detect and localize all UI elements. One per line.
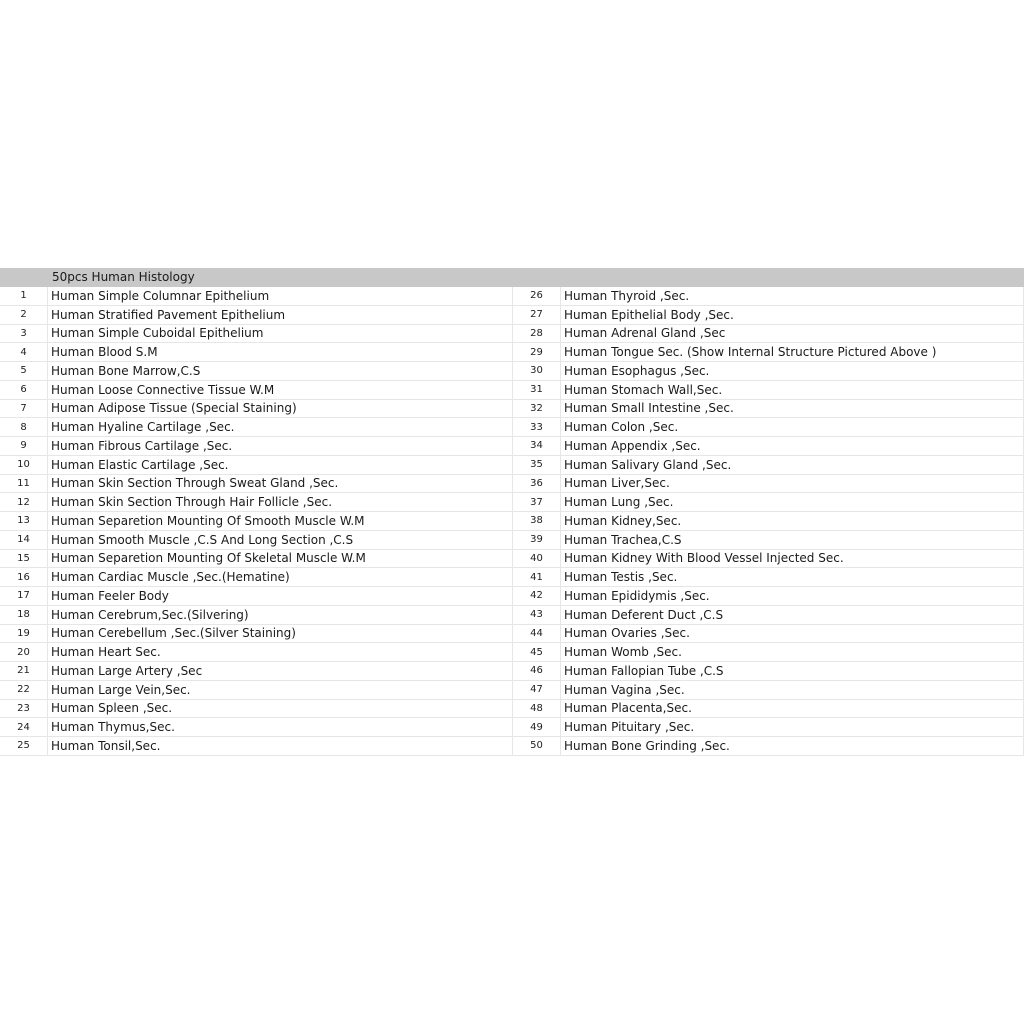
- right-number: 26: [513, 287, 561, 305]
- right-number: 30: [513, 362, 561, 380]
- left-number: 18: [0, 606, 48, 624]
- right-number: 33: [513, 418, 561, 436]
- right-specimen-name: Human Epithelial Body ,Sec.: [561, 306, 1024, 324]
- left-specimen-name: Human Tonsil,Sec.: [48, 737, 513, 755]
- left-specimen-name: Human Cerebellum ,Sec.(Silver Staining): [48, 625, 513, 643]
- right-specimen-name: Human Trachea,C.S: [561, 531, 1024, 549]
- table-row: [0, 512, 1024, 531]
- table-row: [0, 568, 1024, 587]
- right-specimen-name: Human Ovaries ,Sec.: [561, 625, 1024, 643]
- left-number: 19: [0, 625, 48, 643]
- left-specimen-name: Human Skin Section Through Sweat Gland ,Sec.: [48, 475, 513, 493]
- right-specimen-name: Human Womb ,Sec.: [561, 643, 1024, 661]
- right-specimen-name: Human Small Intestine ,Sec.: [561, 400, 1024, 418]
- table-row: [0, 662, 1024, 681]
- right-specimen-name: Human Epididymis ,Sec.: [561, 587, 1024, 605]
- left-number: 23: [0, 700, 48, 718]
- right-number: 29: [513, 343, 561, 361]
- table-row: [0, 343, 1024, 362]
- left-specimen-name: Human Smooth Muscle ,C.S And Long Section ,C.S: [48, 531, 513, 549]
- left-specimen-name: Human Heart Sec.: [48, 643, 513, 661]
- right-number: 50: [513, 737, 561, 755]
- table-row: [0, 531, 1024, 550]
- right-specimen-name: Human Lung ,Sec.: [561, 493, 1024, 511]
- right-specimen-name: Human Fallopian Tube ,C.S: [561, 662, 1024, 680]
- table-row: [0, 325, 1024, 344]
- right-specimen-name: Human Colon ,Sec.: [561, 418, 1024, 436]
- left-number: 21: [0, 662, 48, 680]
- right-number: 41: [513, 568, 561, 586]
- left-specimen-name: Human Skin Section Through Hair Follicle ,Sec.: [48, 493, 513, 511]
- right-specimen-name: Human Stomach Wall,Sec.: [561, 381, 1024, 399]
- left-number: 1: [0, 287, 48, 305]
- left-number: 10: [0, 456, 48, 474]
- left-number: 25: [0, 737, 48, 755]
- left-number: 2: [0, 306, 48, 324]
- right-specimen-name: Human Kidney With Blood Vessel Injected Sec.: [561, 550, 1024, 568]
- table-row: [0, 625, 1024, 644]
- left-number: 17: [0, 587, 48, 605]
- left-specimen-name: Human Fibrous Cartilage ,Sec.: [48, 437, 513, 455]
- right-specimen-name: Human Salivary Gland ,Sec.: [561, 456, 1024, 474]
- right-specimen-name: Human Thyroid ,Sec.: [561, 287, 1024, 305]
- left-specimen-name: Human Stratified Pavement Epithelium: [48, 306, 513, 324]
- table-row: [0, 587, 1024, 606]
- left-specimen-name: Human Separetion Mounting Of Skeletal Muscle W.M: [48, 550, 513, 568]
- table-row: [0, 400, 1024, 419]
- left-specimen-name: Human Feeler Body: [48, 587, 513, 605]
- right-number: 36: [513, 475, 561, 493]
- left-specimen-name: Human Hyaline Cartilage ,Sec.: [48, 418, 513, 436]
- left-number: 15: [0, 550, 48, 568]
- left-number: 16: [0, 568, 48, 586]
- table-row: [0, 550, 1024, 569]
- right-number: 31: [513, 381, 561, 399]
- right-number: 35: [513, 456, 561, 474]
- left-specimen-name: Human Spleen ,Sec.: [48, 700, 513, 718]
- left-number: 7: [0, 400, 48, 418]
- left-specimen-name: Human Simple Columnar Epithelium: [48, 287, 513, 305]
- right-specimen-name: Human Tongue Sec. (Show Internal Structure Pictured Above ): [561, 343, 1024, 361]
- right-specimen-name: Human Liver,Sec.: [561, 475, 1024, 493]
- table-row: [0, 700, 1024, 719]
- table-row: [0, 287, 1024, 306]
- left-specimen-name: Human Cardiac Muscle ,Sec.(Hematine): [48, 568, 513, 586]
- right-specimen-name: Human Vagina ,Sec.: [561, 681, 1024, 699]
- table-row: [0, 737, 1024, 756]
- table-row: [0, 606, 1024, 625]
- right-number: 38: [513, 512, 561, 530]
- right-specimen-name: Human Testis ,Sec.: [561, 568, 1024, 586]
- left-specimen-name: Human Elastic Cartilage ,Sec.: [48, 456, 513, 474]
- right-number: 27: [513, 306, 561, 324]
- left-number: 13: [0, 512, 48, 530]
- left-number: 8: [0, 418, 48, 436]
- right-number: 45: [513, 643, 561, 661]
- right-specimen-name: Human Esophagus ,Sec.: [561, 362, 1024, 380]
- table-row: [0, 306, 1024, 325]
- right-specimen-name: Human Deferent Duct ,C.S: [561, 606, 1024, 624]
- table-row: [0, 643, 1024, 662]
- left-number: 9: [0, 437, 48, 455]
- right-number: 37: [513, 493, 561, 511]
- right-number: 32: [513, 400, 561, 418]
- right-number: 34: [513, 437, 561, 455]
- left-specimen-name: Human Bone Marrow,C.S: [48, 362, 513, 380]
- left-number: 5: [0, 362, 48, 380]
- right-specimen-name: Human Appendix ,Sec.: [561, 437, 1024, 455]
- left-specimen-name: Human Simple Cuboidal Epithelium: [48, 325, 513, 343]
- left-number: 12: [0, 493, 48, 511]
- table-row: [0, 493, 1024, 512]
- table-row: [0, 718, 1024, 737]
- table-title: 50pcs Human Histology: [52, 270, 195, 284]
- left-specimen-name: Human Large Artery ,Sec: [48, 662, 513, 680]
- left-number: 20: [0, 643, 48, 661]
- left-specimen-name: Human Thymus,Sec.: [48, 718, 513, 736]
- table-row: [0, 681, 1024, 700]
- right-number: 39: [513, 531, 561, 549]
- right-number: 49: [513, 718, 561, 736]
- right-specimen-name: Human Adrenal Gland ,Sec: [561, 325, 1024, 343]
- right-number: 44: [513, 625, 561, 643]
- left-specimen-name: Human Large Vein,Sec.: [48, 681, 513, 699]
- right-specimen-name: Human Kidney,Sec.: [561, 512, 1024, 530]
- right-number: 40: [513, 550, 561, 568]
- table-row: [0, 475, 1024, 494]
- left-number: 14: [0, 531, 48, 549]
- right-number: 47: [513, 681, 561, 699]
- left-specimen-name: Human Cerebrum,Sec.(Silvering): [48, 606, 513, 624]
- left-specimen-name: Human Blood S.M: [48, 343, 513, 361]
- left-number: 22: [0, 681, 48, 699]
- left-number: 3: [0, 325, 48, 343]
- table-body: [0, 287, 1024, 756]
- right-number: 48: [513, 700, 561, 718]
- table-header: [0, 268, 1024, 287]
- histology-table: [0, 268, 1024, 756]
- left-number: 11: [0, 475, 48, 493]
- left-number: 6: [0, 381, 48, 399]
- right-specimen-name: Human Placenta,Sec.: [561, 700, 1024, 718]
- table-row: [0, 456, 1024, 475]
- left-specimen-name: Human Loose Connective Tissue W.M: [48, 381, 513, 399]
- table-row: [0, 418, 1024, 437]
- right-number: 46: [513, 662, 561, 680]
- left-number: 4: [0, 343, 48, 361]
- right-specimen-name: Human Bone Grinding ,Sec.: [561, 737, 1024, 755]
- right-number: 43: [513, 606, 561, 624]
- right-number: 28: [513, 325, 561, 343]
- left-number: 24: [0, 718, 48, 736]
- table-row: [0, 437, 1024, 456]
- table-row: [0, 381, 1024, 400]
- left-specimen-name: Human Separetion Mounting Of Smooth Muscle W.M: [48, 512, 513, 530]
- table-row: [0, 362, 1024, 381]
- left-specimen-name: Human Adipose Tissue (Special Staining): [48, 400, 513, 418]
- right-specimen-name: Human Pituitary ,Sec.: [561, 718, 1024, 736]
- right-number: 42: [513, 587, 561, 605]
